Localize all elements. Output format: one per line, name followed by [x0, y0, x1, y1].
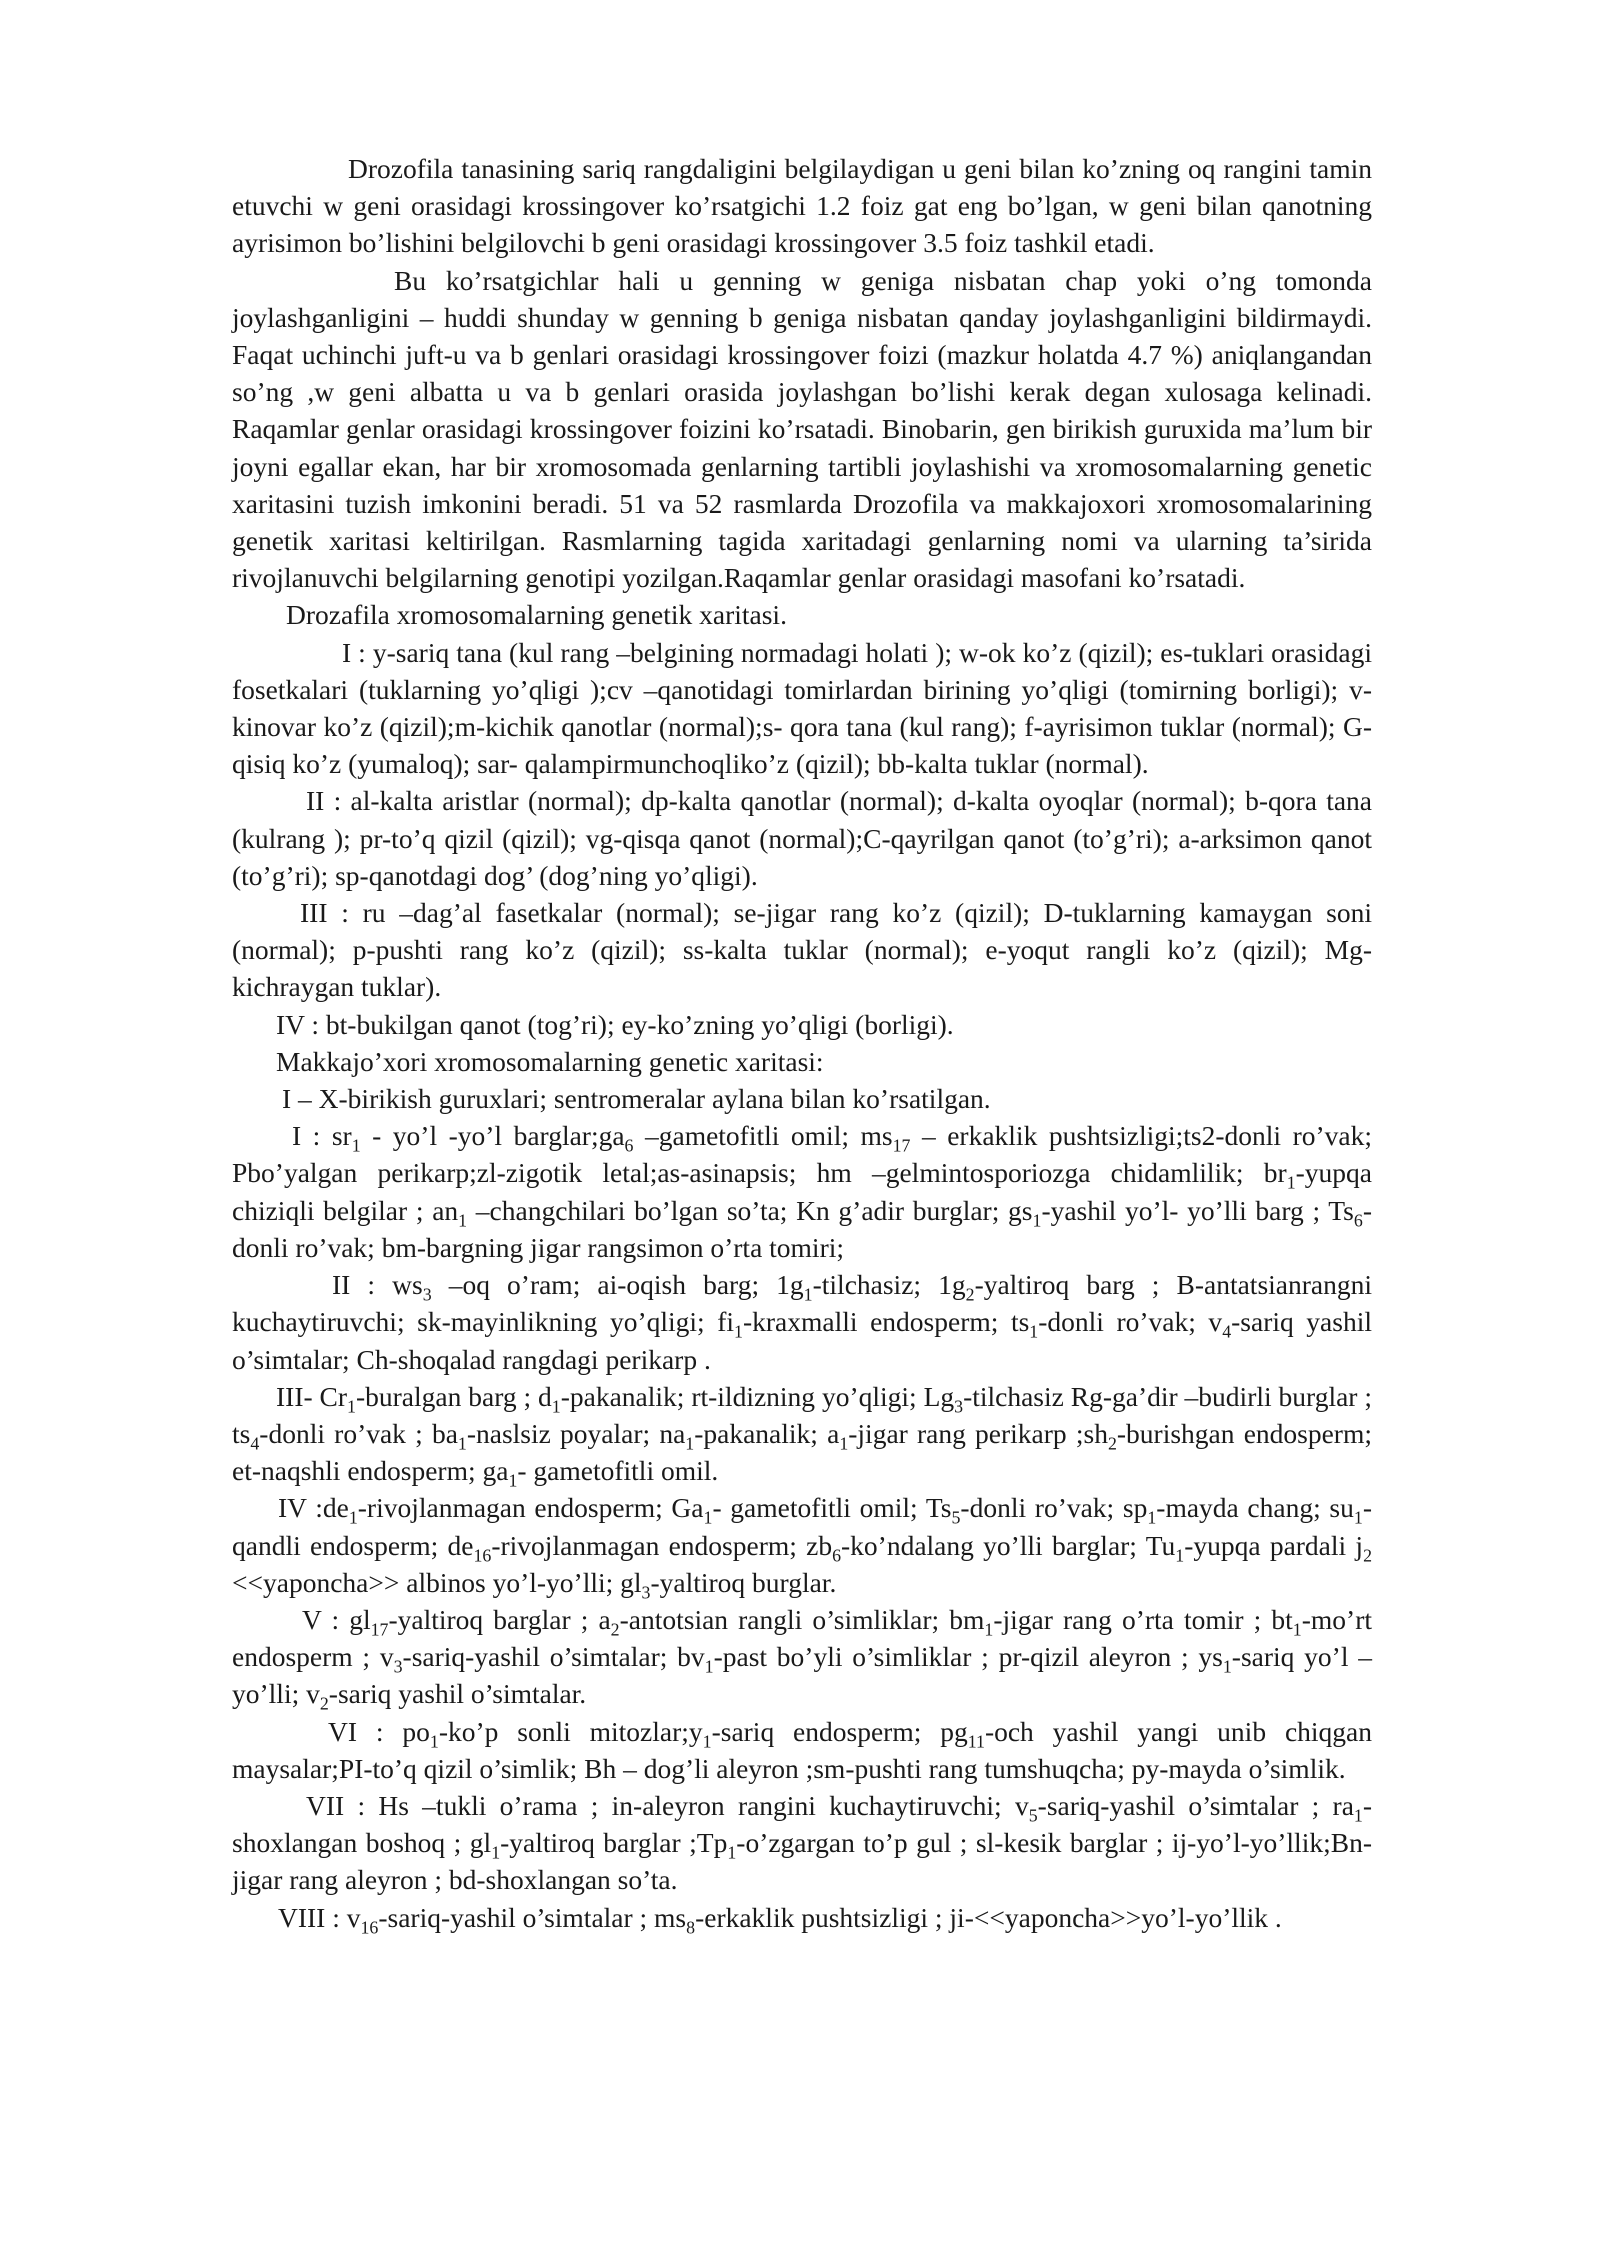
- text-run: -donli ro’vak; bm-bargning jigar rangsimon o’rta tomiri;: [232, 1194, 1372, 1263]
- text-run: III- Cr: [276, 1380, 348, 1412]
- gene-subscript: 16: [473, 1545, 492, 1566]
- text-run: -naslsiz poyalar; na: [466, 1417, 686, 1449]
- text-run: -yaltiroq barglar ; a: [388, 1603, 611, 1635]
- gene-subscript: 1: [458, 1210, 468, 1231]
- text-run: -yashil yo’l- yo’lli barg ; Ts: [1041, 1194, 1354, 1226]
- text-run: I : sr: [292, 1120, 352, 1152]
- gene-subscript: 1: [491, 1842, 501, 1863]
- text-run: –gametofitli omil; ms: [633, 1120, 893, 1152]
- drosophila-chromosome-3: III : ru –dag’al fasetkalar (normal); se-jigar rang ko’z (qizil); D-tuklarning kamaygan soni (normal); p-pushti rang ko’z (qizil); ss-kalta tuklar (normal); e-yoqut rangli ko’z (qizil); Mg-kichraygan tuklar).: [232, 897, 1372, 1003]
- gene-subscript: 1: [508, 1470, 518, 1491]
- text-run: -past bo’yli o’simliklar ; pr-qizil aleyron ; ys: [713, 1641, 1223, 1673]
- gene-subscript: 16: [360, 1917, 379, 1938]
- text-run: <<yaponcha>> albinos yo’l-yo’lli; gl: [232, 1566, 642, 1598]
- maize-chromosome-7: [232, 1787, 1372, 1899]
- heading-maize-map: Makkajo’xori xromosomalarning genetic xaritasi:: [276, 1045, 824, 1077]
- text-run: –oq o’ram; ai-oqish barg; 1g: [431, 1269, 804, 1301]
- text-run: -donli ro’vak; v: [1038, 1306, 1223, 1338]
- maize-chromosome-8: [232, 1899, 1372, 1936]
- text-run: –changchilari bo’lgan so’ta; Kn g’adir burglar; gs: [467, 1194, 1033, 1226]
- text-run: -kraxmalli endosperm; ts: [742, 1306, 1030, 1338]
- drosophila-chromosome-1: I : y-sariq tana (kul rang –belgining normadagi holati ); w-ok ko’z (qizil); es-tuklari orasidagi fosetkalari (tuklarning yo’qligi );cv –qanotidagi tomirlardan birining yo’qligi (tomirning borligi); v-kinovar ko’z (qizil);m-kichik qanotlar (normal);s- qora tana (kul rang); f-ayrisimon tuklar (normal); G-qisiq ko’z (yumaloq); sar- qalampirmunchoqliko’z (qizil); bb-kalta tuklar (normal).: [232, 636, 1372, 780]
- gene-subscript: 1: [702, 1731, 712, 1752]
- gene-subscript: 3: [954, 1396, 964, 1417]
- gene-subscript: 1: [803, 1284, 813, 1305]
- gene-subscript: 3: [641, 1582, 651, 1603]
- text-run: -rivojlanmagan endosperm; zb: [491, 1529, 833, 1561]
- maize-linkage-note: I – X-birikish guruxlari; sentromeralar aylana bilan ko’rsatilgan.: [282, 1083, 991, 1115]
- gene-subscript: 1: [1147, 1507, 1157, 1528]
- text-run: - yo’l -yo’l barglar;ga: [360, 1120, 625, 1152]
- gene-subscript: 1: [685, 1433, 695, 1454]
- gene-subscript: 11: [967, 1731, 985, 1752]
- gene-subscript: 1: [703, 1507, 713, 1528]
- text-run: -yaltiroq barglar ;Tp: [500, 1827, 728, 1859]
- text-run: -shoxlangan boshoq ; gl: [232, 1789, 1373, 1859]
- gene-subscript: 17: [370, 1619, 389, 1640]
- text-run: -sariq yo’l –yo’lli; v: [232, 1641, 1372, 1710]
- text-run: VI : po: [328, 1715, 430, 1747]
- text-run: -ko’ndalang yo’lli barglar; Tu: [841, 1529, 1176, 1561]
- text-run: -o’zgargan to’p gul ; sl-kesik barglar ; ij-yo’l-yo’llik;Bn-jigar rang aleyron ; bd-shoxlangan so’ta.: [232, 1827, 1372, 1896]
- gene-subscript: 1: [1286, 1172, 1296, 1193]
- gene-subscript: 1: [734, 1321, 743, 1342]
- gene-subscript: 1: [351, 1135, 361, 1156]
- maize-chromosome-4: [232, 1489, 1372, 1601]
- maize-chromosome-6: [232, 1713, 1372, 1787]
- text-run: VII : Hs –tukli o’rama ; in-aleyron rangini kuchaytiruvchi; v: [306, 1789, 1029, 1821]
- gene-subscript: 6: [1353, 1210, 1363, 1231]
- maize-chromosome-3: [232, 1378, 1372, 1490]
- text-run: -mayda chang; su: [1156, 1492, 1354, 1524]
- text-run: VIII : v: [278, 1901, 361, 1933]
- gene-subscript: 6: [832, 1545, 842, 1566]
- gene-subscript: 1: [1032, 1210, 1042, 1231]
- text-run: -antotsian rangli o’simliklar; bm: [619, 1603, 985, 1635]
- text-run: -pakanalik; a: [694, 1417, 840, 1449]
- gene-subscript: 1: [1353, 1805, 1363, 1826]
- text-run: -yupqa pardali j: [1184, 1529, 1364, 1561]
- gene-subscript: 4: [1222, 1321, 1232, 1342]
- text-run: -yupqa chiziqli belgilar ; an: [232, 1157, 1372, 1226]
- gene-subscript: 2: [1107, 1433, 1117, 1454]
- gene-subscript: 2: [1363, 1545, 1372, 1566]
- gene-subscript: 1: [1222, 1656, 1232, 1677]
- text-run: -yaltiroq barg ; B-antatsianrangni kuchaytiruvchi; sk-mayinlikning yo’qligi; fi: [232, 1269, 1372, 1338]
- gene-subscript: 2: [610, 1619, 620, 1640]
- gene-subscript: 3: [422, 1284, 432, 1305]
- text-run: -donli ro’vak; sp: [960, 1492, 1148, 1524]
- paragraph-crossingover-intro: Drozofila tanasining sariq rangdaligini belgilaydigan u geni bilan ko’zning oq rangini tamin etuvchi w geni orasidagi krossingover ko’rsatgichi 1.2 foiz gat eng bo’lgan, w geni bilan qanotning ayrisimon bo’lishini belgilovchi b geni orasidagi krossingover 3.5 foiz tashkil etadi.: [232, 153, 1372, 259]
- gene-subscript: 1: [839, 1433, 849, 1454]
- maize-chromosome-2: [232, 1266, 1372, 1378]
- gene-subscript: 17: [892, 1135, 911, 1156]
- text-run: -mo’rt endosperm ; v: [232, 1603, 1372, 1673]
- text-run: -jigar rang perikarp ;sh: [848, 1417, 1108, 1449]
- text-run: -buralgan barg ; d: [355, 1380, 552, 1412]
- gene-subscript: 1: [457, 1433, 467, 1454]
- text-run: -sariq-yashil o’simtalar ; ra: [1037, 1789, 1354, 1821]
- gene-subscript: 8: [686, 1917, 696, 1938]
- gene-subscript: 3: [393, 1656, 403, 1677]
- paragraph-gene-order: Bu ko’rsatgichlar hali u genning w geniga nisbatan chap yoki o’ng tomonda joylashganligini – huddi shunday w genning b geniga nisbatan qanday joylashganligini bildirmaydi. Faqat uchinchi juft-u va b genlari orasidagi krossingover foizi (mazkur holatda 4.7 %) aniqlangandan so’ng ,w geni albatta u va b genlari orasida joylashgan bo’lishi kerak degan xulosaga kelinadi. Raqamlar genlar orasidagi krossingover foizini ko’rsatadi. Binobarin, gen birikish guruxida ma’lum bir joyni egallar ekan, har bir xromosomada genlarning tartibli joylashishi va xromosomalarning genetic xaritasini tuzish imkonini beradi. 51 va 52 rasmlarda Drozofila va makkajoxori xromosomalarining genetik xaritasi keltirilgan. Rasmlarning tagida xaritadagi genlarning nomi va ularning ta’sirida rivojlanuvchi belgilarning genotipi yozilgan.Raqamlar genlar orasidagi masofani ko’rsatadi.: [232, 264, 1372, 594]
- gene-subscript: 4: [250, 1433, 260, 1454]
- text-run: -tilchasiz; 1g: [812, 1269, 966, 1301]
- text-run: -burishgan endosperm; et-naqshli endosperm; ga: [232, 1417, 1372, 1487]
- gene-subscript: 1: [1353, 1507, 1363, 1528]
- text-run: -sariq-yashil o’simtalar ; ms: [378, 1901, 687, 1933]
- gene-subscript: 1: [347, 1396, 356, 1417]
- text-run: -sariq-yashil o’simtalar; bv: [402, 1641, 705, 1673]
- text-run: -sariq yashil o’simtalar; Ch-shoqalad rangdagi perikarp .: [232, 1306, 1372, 1375]
- heading-drosophila-map: Drozafila xromosomalarning genetik xaritasi.: [286, 599, 787, 631]
- text-run: -tilchasiz Rg-ga’dir –budirli burglar ; ts: [232, 1380, 1372, 1449]
- gene-subscript: 5: [1028, 1805, 1038, 1826]
- gene-subscript: 2: [965, 1284, 975, 1305]
- text-run: -sariq yashil o’simtalar.: [328, 1678, 587, 1710]
- text-run: V : gl: [302, 1603, 371, 1635]
- gene-subscript: 5: [951, 1507, 961, 1528]
- text-run: II : ws: [332, 1269, 423, 1301]
- gene-subscript: 1: [1175, 1545, 1185, 1566]
- text-run: -och yashil yangi unib chiqgan maysalar;PI-to’q qizil o’simlik; Bh – dog’li aleyron ;sm-pushti rang tumshuqcha; py-mayda o’simlik.: [232, 1715, 1372, 1784]
- gene-subscript: 1: [1029, 1321, 1039, 1342]
- maize-chromosome-5: [232, 1601, 1372, 1713]
- text-run: -donli ro’vak ; ba: [259, 1417, 458, 1449]
- text-run: -yaltiroq burglar.: [650, 1566, 837, 1598]
- gene-subscript: 2: [319, 1693, 329, 1714]
- gene-subscript: 1: [429, 1731, 439, 1752]
- gene-subscript: 1: [984, 1619, 994, 1640]
- drosophila-chromosome-4: IV : bt-bukilgan qanot (tog’ri); ey-ko’zning yo’qligi (borligi).: [276, 1008, 954, 1040]
- text-run: -jigar rang o’rta tomir ; bt: [993, 1603, 1293, 1635]
- text-run: -qandli endosperm; de: [232, 1492, 1372, 1561]
- text-run: – erkaklik pushtsizligi;ts2-donli ro’vak; Pbo’yalgan perikarp;zl-zigotik letal;as-asinapsis; hm –gelmintosporiozga chidamlilik; br: [232, 1120, 1372, 1189]
- text-run: - gametofitli omil.: [517, 1455, 719, 1487]
- text-run: IV :de: [278, 1492, 349, 1524]
- text-run: -rivojlanmagan endosperm; Ga: [357, 1492, 704, 1524]
- maize-chromosome-1: [232, 1117, 1372, 1266]
- drosophila-chromosome-2: II : al-kalta aristlar (normal); dp-kalta qanotlar (normal); d-kalta oyoqlar (normal); b-qora tana (kulrang ); pr-to’q qizil (qizil); vg-qisqa qanot (normal);C-qayrilgan qanot (to’g’ri); a-arksimon qanot (to’g’ri); sp-qanotdagi dog’ (dog’ning yo’qligi).: [232, 785, 1372, 891]
- gene-subscript: 1: [704, 1656, 714, 1677]
- gene-subscript: 6: [624, 1135, 634, 1156]
- text-run: -erkaklik pushtsizligi ; ji-<<yaponcha>>yo’l-yo’llik .: [695, 1901, 1282, 1933]
- gene-subscript: 1: [727, 1842, 737, 1863]
- gene-subscript: 1: [551, 1396, 561, 1417]
- text-run: -ko’p sonli mitozlar;y: [438, 1715, 703, 1747]
- text-run: -pakanalik; rt-ildizning yo’qligi; Lg: [560, 1380, 955, 1412]
- gene-subscript: 1: [348, 1507, 358, 1528]
- text-run: -sariq endosperm; pg: [711, 1715, 968, 1747]
- document-page: [232, 150, 1372, 1936]
- text-run: - gametofitli omil; Ts: [712, 1492, 952, 1524]
- gene-subscript: 1: [1292, 1619, 1302, 1640]
